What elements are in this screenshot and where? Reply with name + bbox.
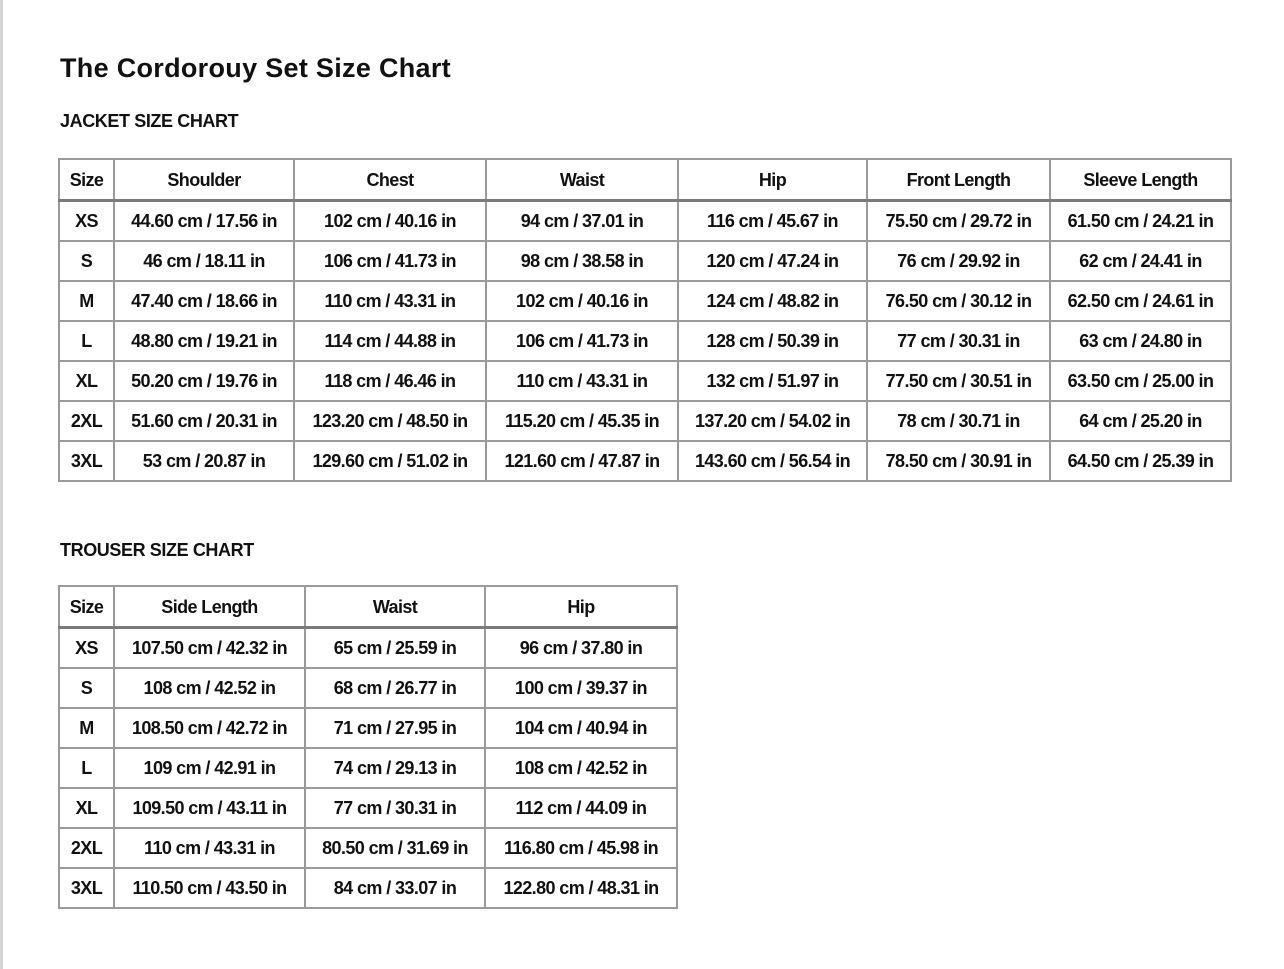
table-cell: 143.60 cm / 56.54 in [678,441,867,481]
size-cell: S [59,668,114,708]
column-header-front-length: Front Length [867,159,1050,201]
page-left-border [0,0,3,969]
table-cell: 75.50 cm / 29.72 in [867,201,1050,242]
table-cell: 109 cm / 42.91 in [114,748,305,788]
table-cell: 63.50 cm / 25.00 in [1050,361,1231,401]
table-cell: 124 cm / 48.82 in [678,281,867,321]
table-cell: 116.80 cm / 45.98 in [485,828,677,868]
page-title: The Cordorouy Set Size Chart [60,53,451,83]
table-cell: 137.20 cm / 54.02 in [678,401,867,441]
size-cell: XL [59,788,114,828]
table-cell: 129.60 cm / 51.02 in [294,441,486,481]
table-cell: 100 cm / 39.37 in [485,668,677,708]
column-header-waist: Waist [486,159,678,201]
column-header-size: Size [59,159,114,201]
trouser-section-title: TROUSER SIZE CHART [60,540,254,560]
table-cell: 102 cm / 40.16 in [294,201,486,242]
table-cell: 76.50 cm / 30.12 in [867,281,1050,321]
table-cell: 107.50 cm / 42.32 in [114,628,305,669]
table-row [59,868,677,908]
size-cell: S [59,241,114,281]
table-row [59,441,1231,481]
table-cell: 77.50 cm / 30.51 in [867,361,1050,401]
table-row [59,201,1231,242]
column-header-hip: Hip [678,159,867,201]
table-cell: 50.20 cm / 19.76 in [114,361,294,401]
table-cell: 61.50 cm / 24.21 in [1050,201,1231,242]
table-cell: 114 cm / 44.88 in [294,321,486,361]
table-cell: 71 cm / 27.95 in [305,708,485,748]
table-cell: 106 cm / 41.73 in [294,241,486,281]
table-cell: 64 cm / 25.20 in [1050,401,1231,441]
column-header-sleeve-length: Sleeve Length [1050,159,1231,201]
table-cell: 121.60 cm / 47.87 in [486,441,678,481]
table-cell: 98 cm / 38.58 in [486,241,678,281]
table-cell: 96 cm / 37.80 in [485,628,677,669]
table-cell: 109.50 cm / 43.11 in [114,788,305,828]
table-cell: 122.80 cm / 48.31 in [485,868,677,908]
table-row [59,401,1231,441]
table-cell: 76 cm / 29.92 in [867,241,1050,281]
trouser-size-table [58,585,678,909]
jacket-size-table [58,158,1232,482]
size-cell: XL [59,361,114,401]
size-cell: 3XL [59,441,114,481]
table-cell: 132 cm / 51.97 in [678,361,867,401]
table-cell: 120 cm / 47.24 in [678,241,867,281]
column-header-hip: Hip [485,586,677,628]
table-cell: 77 cm / 30.31 in [867,321,1050,361]
table-cell: 62.50 cm / 24.61 in [1050,281,1231,321]
table-cell: 110 cm / 43.31 in [486,361,678,401]
table-cell: 48.80 cm / 19.21 in [114,321,294,361]
table-row [59,828,677,868]
table-row [59,788,677,828]
table-cell: 108 cm / 42.52 in [114,668,305,708]
table-cell: 115.20 cm / 45.35 in [486,401,678,441]
table-cell: 62 cm / 24.41 in [1050,241,1231,281]
table-cell: 77 cm / 30.31 in [305,788,485,828]
table-row [59,241,1231,281]
size-cell: 2XL [59,828,114,868]
table-cell: 108.50 cm / 42.72 in [114,708,305,748]
column-header-chest: Chest [294,159,486,201]
table-cell: 84 cm / 33.07 in [305,868,485,908]
column-header-shoulder: Shoulder [114,159,294,201]
table-cell: 123.20 cm / 48.50 in [294,401,486,441]
size-cell: 2XL [59,401,114,441]
table-cell: 104 cm / 40.94 in [485,708,677,748]
size-cell: M [59,281,114,321]
table-cell: 74 cm / 29.13 in [305,748,485,788]
size-cell: XS [59,201,114,242]
trouser-header-row [59,586,677,628]
table-cell: 46 cm / 18.11 in [114,241,294,281]
table-row [59,708,677,748]
table-cell: 106 cm / 41.73 in [486,321,678,361]
table-row [59,321,1231,361]
table-cell: 47.40 cm / 18.66 in [114,281,294,321]
table-cell: 110 cm / 43.31 in [294,281,486,321]
size-cell: L [59,321,114,361]
table-row [59,668,677,708]
table-cell: 53 cm / 20.87 in [114,441,294,481]
table-cell: 94 cm / 37.01 in [486,201,678,242]
table-cell: 78.50 cm / 30.91 in [867,441,1050,481]
table-cell: 63 cm / 24.80 in [1050,321,1231,361]
table-cell: 108 cm / 42.52 in [485,748,677,788]
size-cell: L [59,748,114,788]
table-cell: 102 cm / 40.16 in [486,281,678,321]
jacket-header-row [59,159,1231,201]
table-row [59,748,677,788]
table-cell: 44.60 cm / 17.56 in [114,201,294,242]
size-cell: M [59,708,114,748]
table-cell: 78 cm / 30.71 in [867,401,1050,441]
table-cell: 116 cm / 45.67 in [678,201,867,242]
column-header-waist: Waist [305,586,485,628]
table-cell: 68 cm / 26.77 in [305,668,485,708]
column-header-size: Size [59,586,114,628]
size-cell: 3XL [59,868,114,908]
table-cell: 51.60 cm / 20.31 in [114,401,294,441]
jacket-section-title: JACKET SIZE CHART [60,111,239,131]
table-cell: 118 cm / 46.46 in [294,361,486,401]
table-cell: 110 cm / 43.31 in [114,828,305,868]
table-row [59,628,677,669]
table-cell: 80.50 cm / 31.69 in [305,828,485,868]
table-row [59,361,1231,401]
size-cell: XS [59,628,114,669]
table-cell: 65 cm / 25.59 in [305,628,485,669]
table-cell: 112 cm / 44.09 in [485,788,677,828]
table-cell: 128 cm / 50.39 in [678,321,867,361]
table-row [59,281,1231,321]
table-cell: 64.50 cm / 25.39 in [1050,441,1231,481]
table-cell: 110.50 cm / 43.50 in [114,868,305,908]
column-header-side-length: Side Length [114,586,305,628]
